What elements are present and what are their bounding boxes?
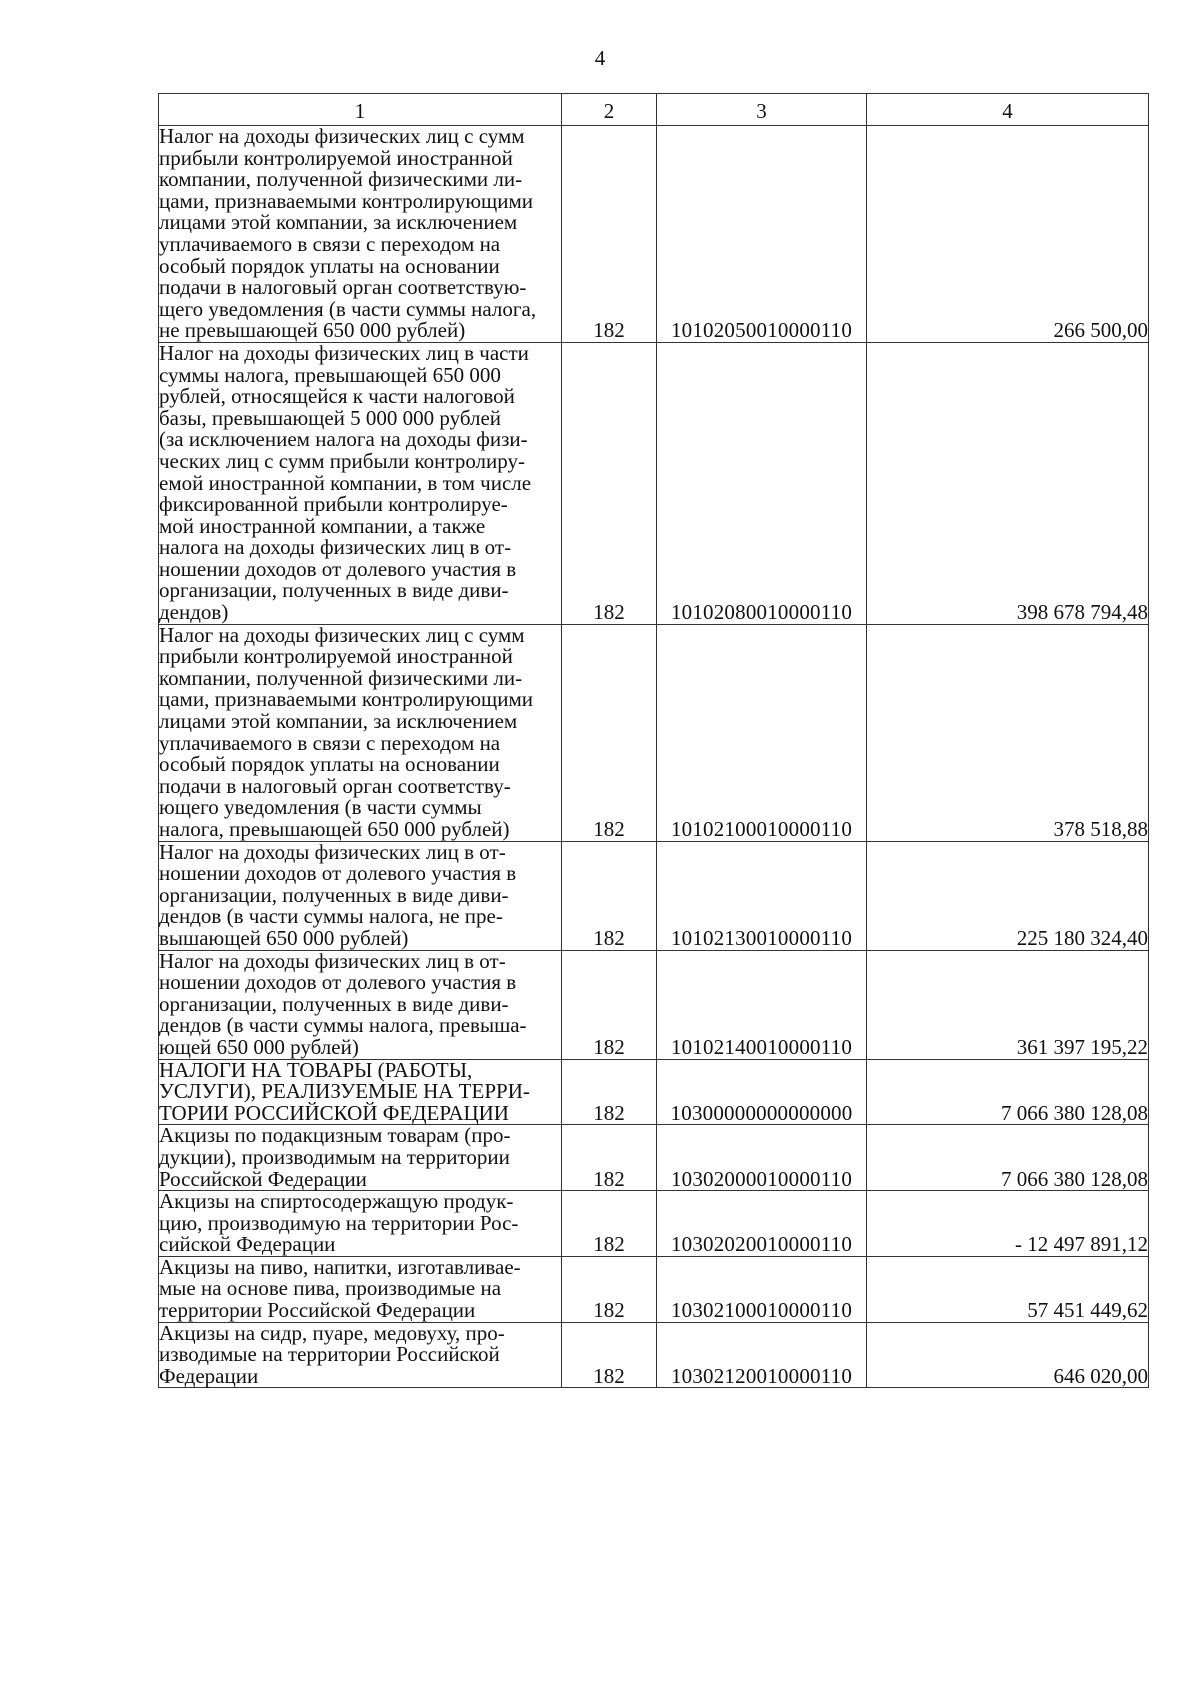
- amount-cell: 361 397 195,22: [867, 950, 1149, 1059]
- revenue-name-cell: [159, 841, 562, 950]
- amount-cell: 266 500,00: [867, 126, 1149, 343]
- admin-code-cell: 182: [562, 841, 657, 950]
- revenue-name-line: Налог на доходы физических лиц в части: [159, 340, 529, 365]
- table-body: [159, 126, 1149, 1388]
- amount-cell: 7 066 380 128,08: [867, 1125, 1149, 1191]
- revenue-name-line: Акцизы на сидр, пуаре, медовуху, про-: [159, 1320, 505, 1345]
- revenue-name-line: лицами этой компании, за исключением: [159, 210, 518, 235]
- budget-classification-code-cell: 10300000000000000: [657, 1059, 867, 1125]
- revenue-name-line: уплачиваемого в связи с переходом на: [159, 231, 501, 256]
- revenue-name-line: подачи в налоговый орган соответству-: [159, 773, 511, 798]
- revenue-name-line: суммы налога, превышающей 650 000: [159, 362, 501, 387]
- revenue-name-line: Акцизы по подакцизным товарам (про-: [159, 1123, 511, 1148]
- table-row: [159, 624, 1149, 841]
- table-row: [159, 1256, 1149, 1322]
- admin-code-cell: 182: [562, 624, 657, 841]
- revenue-name-line: дендов (в части суммы налога, превыша-: [159, 1013, 527, 1038]
- revenue-name-line: Акцизы на пиво, напитки, изготавливае-: [159, 1254, 521, 1279]
- revenue-name-line: цами, признаваемыми контролирующими: [159, 188, 533, 213]
- revenue-name-line: особый порядок уплаты на основании: [159, 752, 500, 777]
- table-row: [159, 1059, 1149, 1125]
- revenue-name-line: ношении доходов от долевого участия в: [159, 861, 517, 886]
- column-header-1: 1: [159, 94, 562, 126]
- revenue-name-line: мые на основе пива, производимые на: [159, 1276, 502, 1301]
- revenue-name-line: базы, превышающей 5 000 000 рублей: [159, 405, 502, 430]
- revenue-name-line: цию, производимую на территории Рос-: [159, 1210, 519, 1235]
- revenue-name-line: вышающей 650 000 рублей): [159, 925, 409, 950]
- revenue-name-line: ющего уведомления (в части суммы: [159, 795, 482, 820]
- revenue-name-line: прибыли контролируемой иностранной: [159, 644, 513, 669]
- revenue-name-line: ТОРИИ РОССИЙСКОЙ ФЕДЕРАЦИИ: [159, 1100, 509, 1125]
- revenue-name-line: (за исключением налога на доходы физи-: [159, 427, 528, 452]
- admin-code-cell: 182: [562, 342, 657, 624]
- budget-classification-code-cell: 10102080010000110: [657, 342, 867, 624]
- revenue-name-line: Российской Федерации: [159, 1166, 367, 1191]
- budget-classification-code-cell: 10302020010000110: [657, 1191, 867, 1257]
- revenue-name-line: Акцизы на спиртосодержащую продук-: [159, 1189, 514, 1214]
- table-row: [159, 1322, 1149, 1388]
- revenue-name-line: Налог на доходы физических лиц с сумм: [159, 124, 525, 148]
- budget-classification-code-cell: 10102050010000110: [657, 126, 867, 343]
- revenue-name-line: фиксированной прибыли контролируе-: [159, 492, 508, 517]
- revenue-name-line: мой иностранной компании, а также: [159, 513, 486, 538]
- revenue-name-line: сийской Федерации: [159, 1232, 336, 1257]
- budget-classification-code-cell: 10302100010000110: [657, 1256, 867, 1322]
- column-header-3: 3: [657, 94, 867, 126]
- revenue-name-cell: [159, 126, 562, 343]
- budget-classification-code-cell: 10302000010000110: [657, 1125, 867, 1191]
- revenue-name-line: цами, признаваемыми контролирующими: [159, 687, 533, 712]
- admin-code-cell: 182: [562, 1125, 657, 1191]
- revenue-name-line: Федерации: [159, 1363, 259, 1388]
- revenue-name-line: ющей 650 000 рублей): [159, 1034, 359, 1059]
- table-row: [159, 1191, 1149, 1257]
- revenue-name-line: Налог на доходы физических лиц с сумм: [159, 622, 525, 647]
- table-row: [159, 1125, 1149, 1191]
- table-header-row: [159, 94, 1149, 126]
- amount-cell: 398 678 794,48: [867, 342, 1149, 624]
- revenue-name-line: налога на доходы физических лиц в от-: [159, 535, 512, 560]
- revenue-name-line: не превышающей 650 000 рублей): [159, 318, 466, 343]
- table-row: [159, 126, 1149, 343]
- revenue-name-cell: [159, 1256, 562, 1322]
- revenue-name-line: ношении доходов от долевого участия в: [159, 970, 517, 995]
- admin-code-cell: 182: [562, 1191, 657, 1257]
- revenue-name-line: лицами этой компании, за исключением: [159, 709, 518, 734]
- budget-classification-code-cell: 10302120010000110: [657, 1322, 867, 1388]
- table-row: [159, 950, 1149, 1059]
- revenue-name-cell: [159, 624, 562, 841]
- revenue-name-line: дендов): [159, 600, 229, 625]
- admin-code-cell: 182: [562, 1059, 657, 1125]
- revenue-name-line: организации, полученных в виде диви-: [159, 578, 509, 603]
- amount-cell: 7 066 380 128,08: [867, 1059, 1149, 1125]
- budget-revenue-table: [158, 93, 1149, 1388]
- revenue-name-line: дукции), производимым на территории: [159, 1144, 510, 1169]
- revenue-name-line: особый порядок уплаты на основании: [159, 253, 500, 278]
- revenue-name-line: Налог на доходы физических лиц в от-: [159, 948, 506, 973]
- revenue-name-line: изводимые на территории Российской: [159, 1342, 500, 1367]
- column-header-4: 4: [867, 94, 1149, 126]
- revenue-name-line: прибыли контролируемой иностранной: [159, 145, 513, 170]
- revenue-name-line: территории Российской Федерации: [159, 1298, 476, 1323]
- revenue-name-cell: [159, 1191, 562, 1257]
- table-row: [159, 841, 1149, 950]
- revenue-name-line: ческих лиц с сумм прибыли контролиру-: [159, 448, 525, 473]
- budget-classification-code-cell: 10102100010000110: [657, 624, 867, 841]
- revenue-name-line: уплачиваемого в связи с переходом на: [159, 730, 501, 755]
- revenue-name-line: компании, полученной физическими ли-: [159, 167, 523, 192]
- revenue-name-line: компании, полученной физическими ли-: [159, 665, 523, 690]
- amount-cell: 646 020,00: [867, 1322, 1149, 1388]
- revenue-name-cell: [159, 1125, 562, 1191]
- revenue-name-line: налога, превышающей 650 000 рублей): [159, 817, 510, 841]
- budget-classification-code-cell: 10102140010000110: [657, 950, 867, 1059]
- revenue-name-cell: [159, 1322, 562, 1388]
- admin-code-cell: 182: [562, 1322, 657, 1388]
- revenue-name-line: дендов (в части суммы налога, не пре-: [159, 904, 503, 929]
- revenue-name-line: подачи в налоговый орган соответствую-: [159, 275, 527, 300]
- revenue-name-line: ношении доходов от долевого участия в: [159, 556, 517, 581]
- revenue-name-line: НАЛОГИ НА ТОВАРЫ (РАБОТЫ,: [159, 1057, 473, 1082]
- admin-code-cell: 182: [562, 950, 657, 1059]
- revenue-name-cell: [159, 342, 562, 624]
- revenue-name-line: Налог на доходы физических лиц в от-: [159, 839, 506, 864]
- revenue-name-line: организации, полученных в виде диви-: [159, 882, 509, 907]
- admin-code-cell: 182: [562, 1256, 657, 1322]
- revenue-name-line: щего уведомления (в части суммы налога,: [159, 296, 537, 321]
- amount-cell: 57 451 449,62: [867, 1256, 1149, 1322]
- column-header-2: 2: [562, 94, 657, 126]
- budget-classification-code-cell: 10102130010000110: [657, 841, 867, 950]
- revenue-name-line: УСЛУГИ), РЕАЛИЗУЕМЫЕ НА ТЕРРИ-: [159, 1079, 530, 1104]
- amount-cell: 378 518,88: [867, 624, 1149, 841]
- amount-cell: - 12 497 891,12: [867, 1191, 1149, 1257]
- revenue-name-cell: [159, 950, 562, 1059]
- amount-cell: 225 180 324,40: [867, 841, 1149, 950]
- revenue-name-line: рублей, относящейся к части налоговой: [159, 384, 515, 409]
- revenue-name-line: емой иностранной компании, в том числе: [159, 470, 532, 495]
- table-row: [159, 342, 1149, 624]
- revenue-name-cell: [159, 1059, 562, 1125]
- page-number: 4: [594, 46, 606, 70]
- revenue-name-line: организации, полученных в виде диви-: [159, 991, 509, 1016]
- admin-code-cell: 182: [562, 126, 657, 343]
